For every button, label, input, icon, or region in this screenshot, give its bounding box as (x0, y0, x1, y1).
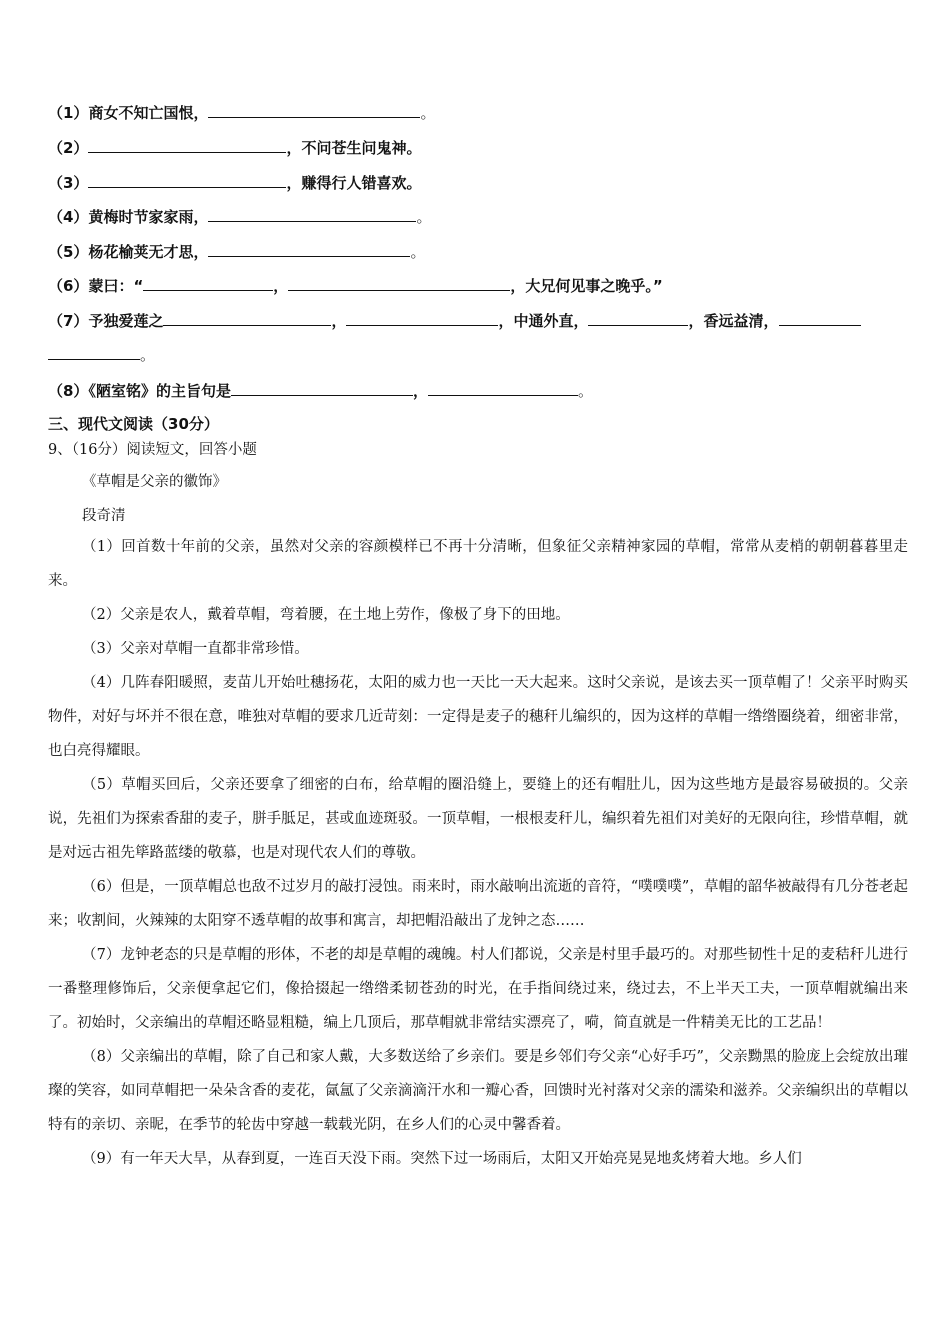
question-number: （2） (48, 139, 89, 157)
answer-blank[interactable] (88, 138, 286, 153)
question-text: ， (412, 382, 428, 400)
fill-question-8 (48, 380, 593, 401)
answer-blank[interactable] (143, 276, 273, 291)
answer-blank[interactable] (231, 381, 413, 396)
paragraph: （2）父亲是农人，戴着草帽，弯着腰，在土地上劳作，像极了身下的田地。 (82, 607, 570, 623)
question-text: ，大兄何见事之晚乎。” (510, 277, 663, 295)
paragraph: （8）父亲编出的草帽，除了自己和家人戴，大多数送给了乡亲们。要是乡邻们夸父亲“心好手巧”，父亲黝黑的脸庞上会绽放出璀璨的笑容，如同草帽把一朵朵含香的麦花，氤氲了父亲滴滴汗水和一瓣心香，回馈时光衬落对父亲的濡染和滋养。父亲编织出的草帽以特有的亲切、亲昵，在季节的轮齿中穿越一载载光阴，在乡人们的心灵中馨香着。 (48, 1049, 908, 1133)
fill-question-3 (48, 172, 421, 193)
question-number: （6） (48, 277, 89, 295)
question-text: ， (331, 312, 347, 330)
answer-blank[interactable] (208, 242, 410, 257)
article-body (48, 530, 908, 1176)
fill-question-7-continued (48, 344, 155, 365)
answer-blank[interactable] (288, 276, 510, 291)
question-text: 杨花榆荚无才思， (88, 243, 209, 261)
article-title: 《草帽是父亲的徽饰》 (82, 474, 227, 490)
answer-blank[interactable] (163, 311, 331, 326)
paragraph: （1）回首数十年前的父亲，虽然对父亲的容颜模样已不再十分清晰，但象征父亲精神家园的草帽，常常从麦梢的朝朝暮暮里走来。 (48, 539, 908, 589)
question-number: （1） (48, 104, 89, 122)
answer-blank[interactable] (428, 381, 578, 396)
fill-question-4 (48, 206, 431, 227)
question-number: （7） (48, 312, 89, 330)
answer-blank[interactable] (346, 311, 498, 326)
question-text: 。 (416, 208, 432, 226)
fill-question-2 (48, 137, 421, 158)
question-number: （8） (48, 382, 89, 400)
answer-blank[interactable] (48, 345, 140, 360)
question-text: 《陋室铭》的主旨句是 (88, 382, 231, 400)
answer-blank[interactable] (208, 103, 420, 118)
question-text: 黄梅时节家家雨， (88, 208, 209, 226)
paragraph: （3）父亲对草帽一直都非常珍惜。 (82, 641, 309, 657)
paragraph: （5）草帽买回后，父亲还要拿了细密的白布，给草帽的圈沿缝上，要缝上的还有帽肚儿，因为这些地方是最容易破损的。父亲说，先祖们为探索香甜的麦子，胼手胝足，甚或血迹斑驳。一顶草帽，一根根麦秆儿，编织着先祖们对美好的无限向往，珍惜草帽，就是对远古祖先筚路蓝缕的敬慕，也是对现代农人们的尊敬。 (48, 777, 908, 861)
fill-question-1 (48, 102, 435, 123)
paragraph: （4）几阵春阳暖照，麦苗儿开始吐穗扬花，太阳的威力也一天比一天大起来。这时父亲说，是该去买一顶草帽了！父亲平时购买物件，对好与坏并不很在意，唯独对草帽的要求几近苛刻：一定得是麦子的穗秆儿编织的，因为这样的草帽一绺绺圈绕着，细密非常，也白亮得耀眼。 (48, 675, 908, 759)
question-text: ，香远益清， (688, 312, 779, 330)
question-text: 。 (140, 346, 156, 364)
fill-question-5 (48, 241, 425, 262)
question-text: 。 (420, 104, 436, 122)
paragraph: （7）龙钟老态的只是草帽的形体，不老的却是草帽的魂魄。村人们都说，父亲是村里手最巧的。对那些韧性十足的麦秸秆儿进行一番整理修饰后，父亲便拿起它们，像拾掇起一绺绺柔韧苍劲的时光，在手指间绕过来，绕过去，不上半天工夫，一顶草帽就编出来了。初始时，父亲编出的草帽还略显粗糙，编上几顶后，那草帽就非常结实漂亮了，嗬，简直就是一件精美无比的工艺品！ (48, 947, 908, 1031)
section-title: 三、现代文阅读（30分） (48, 415, 219, 433)
fill-question-7 (48, 310, 861, 331)
answer-blank[interactable] (588, 311, 688, 326)
question-intro: 9、（16分）阅读短文，回答小题 (48, 442, 257, 458)
question-text: 蒙曰：“ (88, 277, 144, 295)
question-text: 。 (410, 243, 426, 261)
question-text: ，不问苍生问鬼神。 (286, 139, 422, 157)
question-number: （3） (48, 174, 89, 192)
question-text: ，中通外直， (498, 312, 589, 330)
paragraph: （9）有一年天大旱，从春到夏，一连百天没下雨。突然下过一场雨后，太阳又开始亮晃晃地炙烤着大地。乡人们 (82, 1151, 802, 1167)
question-number: （4） (48, 208, 89, 226)
article-author: 段奇清 (82, 508, 126, 524)
fill-question-6 (48, 275, 663, 296)
question-text: 。 (577, 382, 593, 400)
answer-blank[interactable] (88, 173, 286, 188)
question-text: ， (273, 277, 289, 295)
answer-blank[interactable] (779, 311, 861, 326)
paragraph: （6）但是，一顶草帽总也敌不过岁月的敲打浸蚀。雨来时，雨水敲响出流逝的音符，“噗噗噗”，草帽的韶华被敲得有几分苍老起来；收割间，火辣辣的太阳穿不透草帽的故事和寓言，却把帽沿敲出了龙钟之态…… (48, 879, 908, 929)
question-number: （5） (48, 243, 89, 261)
question-text: 商女不知亡国恨， (88, 104, 209, 122)
question-text: 予独爱莲之 (88, 312, 164, 330)
question-text: ，赚得行人错喜欢。 (286, 174, 422, 192)
answer-blank[interactable] (208, 207, 416, 222)
